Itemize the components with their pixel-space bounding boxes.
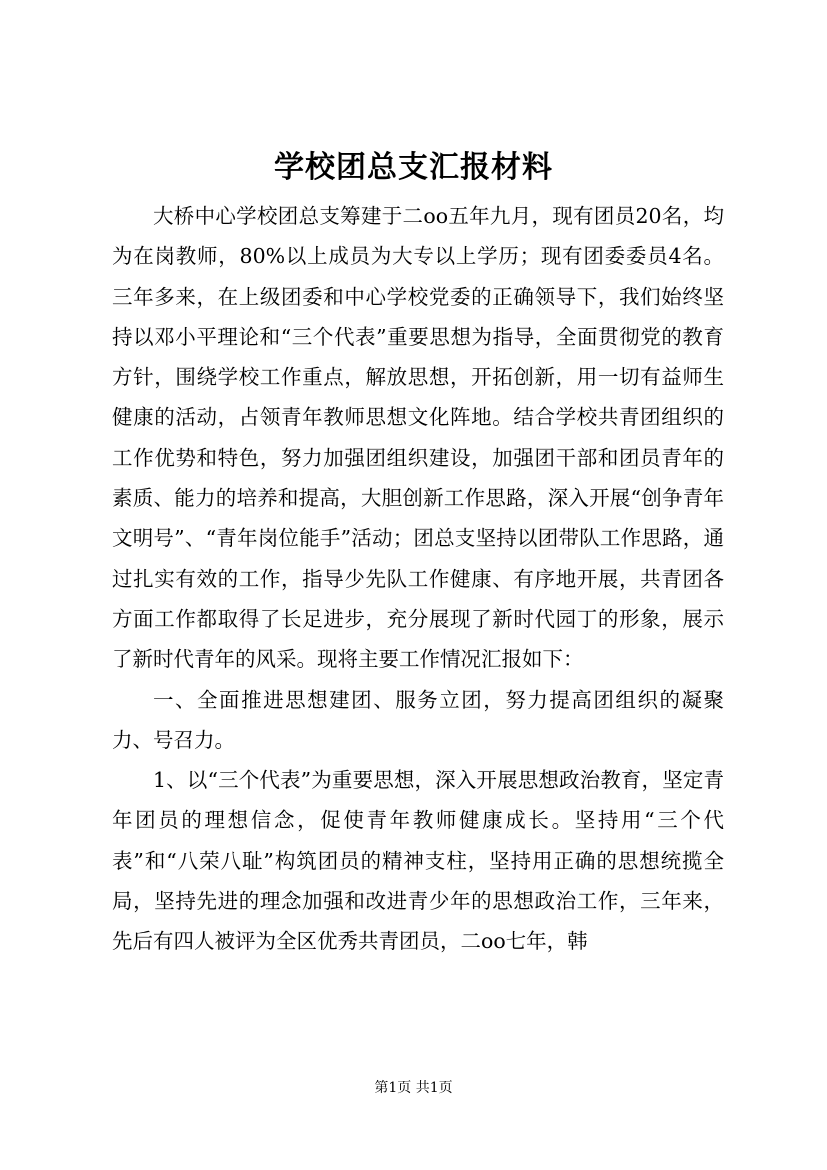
paragraph-intro: 大桥中心学校团总支筹建于二oo五年九月，现有团员20名，均为在岗教师，80%以上成员为大专以上学历；现有团委委员4名。三年多来，在上级团委和中心学校党委的正确领导下，我们始终坚持以邓小平理论和“三个代表”重要思想为指导，全面贯彻党的教育方针，围绕学校工作重点，解放思想，开拓创新，用一切有益师生健康的活动，占领青年教师思想文化阵地。结合学校共青团组织的工作优势和特色，努力加强团组织建设，加强团干部和团员青年的素质、能力的培养和提高，大胆创新工作思路，深入开展“创争青年文明号”、“青年岗位能手”活动；团总支坚持以团带队工作思路，通过扎实有效的工作，指导少先队工作健康、有序地开展，共青团各方面工作都取得了长足进步，充分展现了新时代园丁的形象，展示了新时代青年的风采。现将主要工作情况汇报如下： xyxy=(112,204,724,672)
document-body xyxy=(112,196,724,962)
paragraph-section-1: 一、全面推进思想建团、服务立团，努力提高团组织的凝聚力、号召力。 xyxy=(112,687,724,752)
page-footer: 第1页 共1页 xyxy=(374,1080,453,1096)
paragraph-item-1: 1、以“三个代表”为重要思想，深入开展思想政治教育，坚定青年团员的理想信念，促使青年教师健康成长。坚持用“三个代表”和“八荣八耻”构筑团员的精神支柱，坚持用正确的思想统揽全局，坚持先进的理念加强和改进青少年的思想政治工作，三年来，先后有四人被评为全区优秀共青团员，二oo七年，韩 xyxy=(112,768,724,954)
document-title: 学校团总支汇报材料 xyxy=(274,150,553,185)
